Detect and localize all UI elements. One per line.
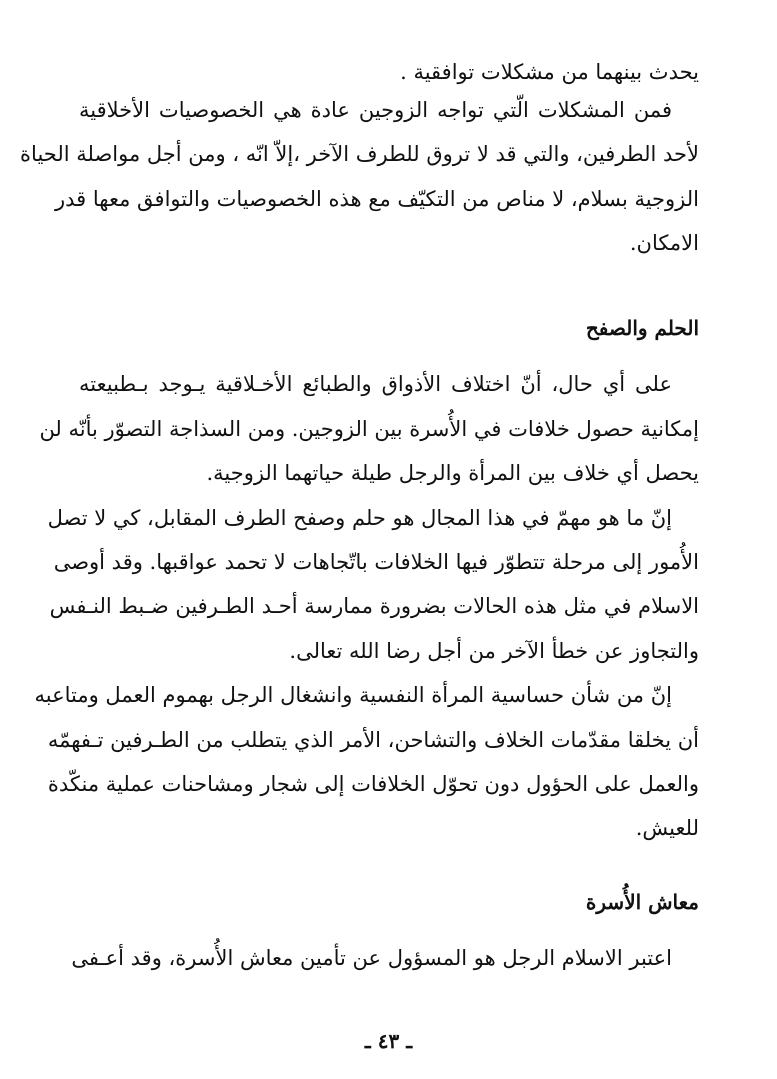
text-line: والعمل على الحؤول دون تحوّل الخلافات إلى شجار ومشاحنات عملية منكّدة <box>47 772 699 796</box>
text-line: يحصل أي خلاف بين المرأة والرجل طيلة حياتهما الزوجية. <box>206 461 699 485</box>
text-line: الاسلام في مثل هذه الحالات بضرورة ممارسة أحـد الطـرفين ضـبط النـفس <box>49 594 699 618</box>
text-line: يحدث بينهما من مشكلات توافقية . <box>400 60 699 84</box>
text-line: للعيش. <box>635 816 699 840</box>
page-number: ـ ٤٣ ـ <box>364 1029 413 1053</box>
text-line: الامكان. <box>629 231 699 255</box>
text-line: الأُمور إلى مرحلة تتطوّر فيها الخلافات باتّجاهات لا تحمد عواقبها. وقد أوصى <box>53 550 699 574</box>
text-line: فمن المشكلات الّتي تواجه الزوجين عادة هي الخصوصيات الأخلاقية <box>79 98 672 122</box>
text-line: الزوجية بسلام، لا مناص من التكيّف مع هذه الخصوصيات والتوافق معها قدر <box>55 187 699 211</box>
text-line: اعتبر الاسلام الرجل هو المسؤول عن تأمين معاش الأُسرة، وقد أعـفى <box>71 946 672 970</box>
text-line: على أي حال، أنّ اختلاف الأذواق والطبائع الأخـلاقية يـوجد بـطبيعته <box>79 372 672 396</box>
section-heading: معاش الأُسرة <box>585 890 699 914</box>
text-line: والتجاوز عن خطأ الآخر من أجل رضا الله تعالى. <box>289 639 699 663</box>
section-heading: الحلم والصفح <box>585 316 699 340</box>
text-line: أن يخلقا مقدّمات الخلاف والتشاحن، الأمر الذي يتطلب من الطـرفين تـفهمّه <box>47 728 699 752</box>
text-line: إنّ من شأن حساسية المرأة النفسية وانشغال الرجل بهموم العمل ومتاعبه <box>34 683 672 707</box>
text-line: إنّ ما هو مهمّ في هذا المجال هو حلم وصفح الطرف المقابل، كي لا تصل <box>47 506 672 530</box>
text-line: لأحد الطرفين، والتي قد لا تروق للطرف الآخر ،إلاّ انّه ، ومن أجل مواصلة الحياة <box>20 142 699 166</box>
text-line: إمكانية حصول خلافات في الأُسرة بين الزوجين. ومن السذاجة التصوّر بأنّه لن <box>39 417 699 441</box>
